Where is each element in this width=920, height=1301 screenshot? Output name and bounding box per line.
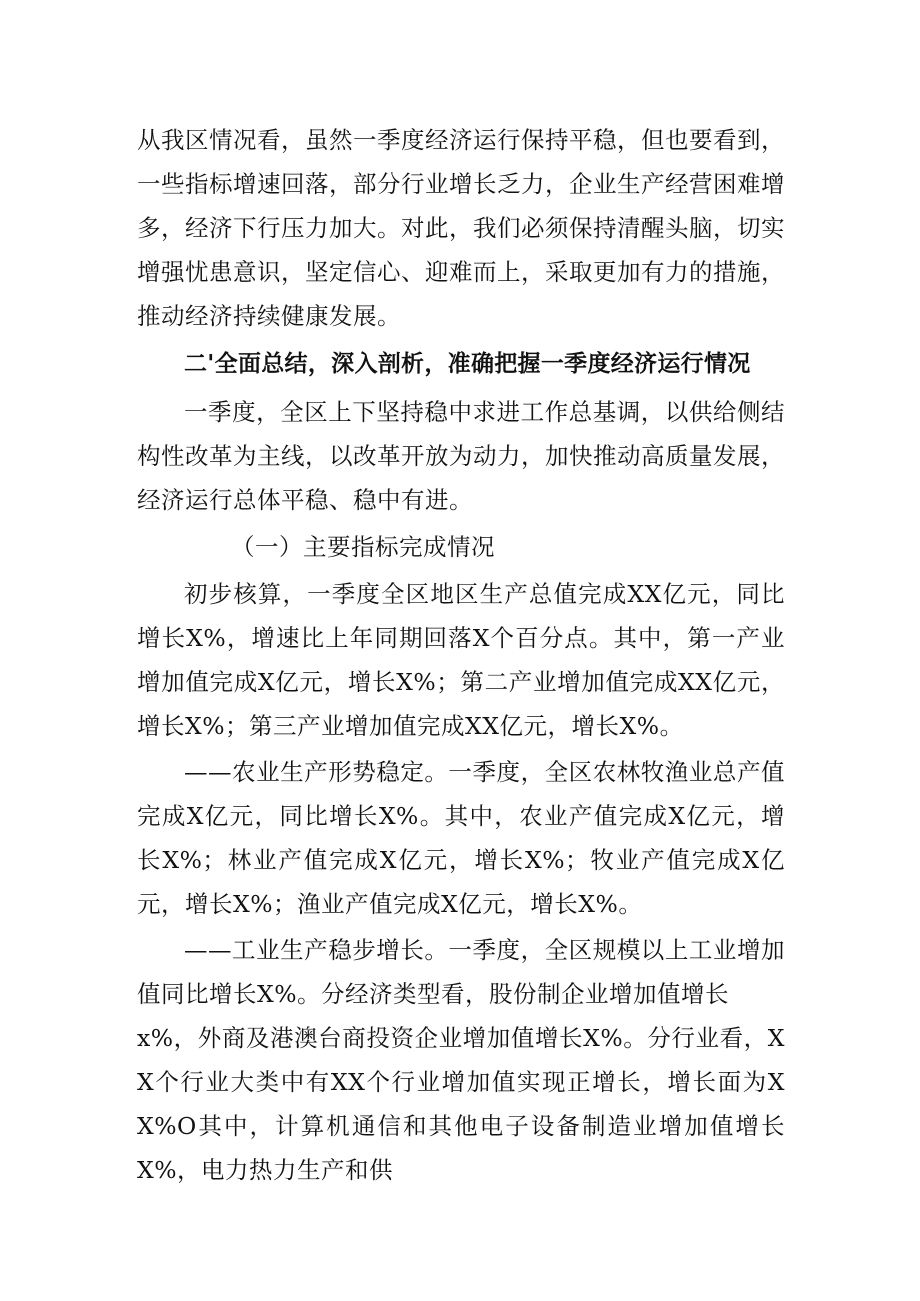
paragraph-industry-continued: x%，外商及港澳台商投资企业增加值增长X%。分行业看，XX个行业大类中有XX个行业增加值实现正增长，增长面为XX%O其中，计算机通信和其他电子设备制造业增加值增长X%，电力热力生产和供 <box>137 1024 785 1184</box>
section-heading-2: 二'全面总结，深入剖析，准确把握一季度经济运行情况 <box>184 351 751 377</box>
paragraph-gdp: 初步核算，一季度全区地区生产总值完成XX亿元，同比增长X%，增速比上年同期回落X个百分点。其中，第一产业增加值完成X亿元，增长X%；第二产业增加值完成XX亿元，增长X%；第三产业增加值完成XX亿元，增长X%。 <box>137 580 785 740</box>
paragraph-q1-overview: 一季度，全区上下坚持稳中求进工作总基调，以供给侧结构性改革为主线，以改革开放为动力，加快推动高质量发展，经济运行总体平稳、稳中有进。 <box>137 398 785 514</box>
subsection-heading-1: （一）主要指标完成情况 <box>231 533 495 561</box>
paragraph-agriculture: ——农业生产形势稳定。一季度，全区农林牧渔业总产值完成X亿元，同比增长X%。其中，农业产值完成X亿元，增长X%；林业产值完成X亿元，增长X%；牧业产值完成X亿元，增长X%；渔业产值完成X亿元，增长X%。 <box>137 758 785 918</box>
document-page <box>137 118 785 1192</box>
paragraph-economic-pressure: 从我区情况看，虽然一季度经济运行保持平稳，但也要看到，一些指标增速回落，部分行业增长乏力，企业生产经营困难增多，经济下行压力加大。对此，我们必须保持清醒头脑，切实增强忧患意识，坚定信心、迎难而上，采取更加有力的措施，推动经济持续健康发展。 <box>137 126 785 330</box>
paragraph-industry-line1: ——工业生产稳步增长。一季度，全区规模以上工业增加值同比增长X%。分经济类型看，股份制企业增加值增长 <box>137 936 785 1008</box>
